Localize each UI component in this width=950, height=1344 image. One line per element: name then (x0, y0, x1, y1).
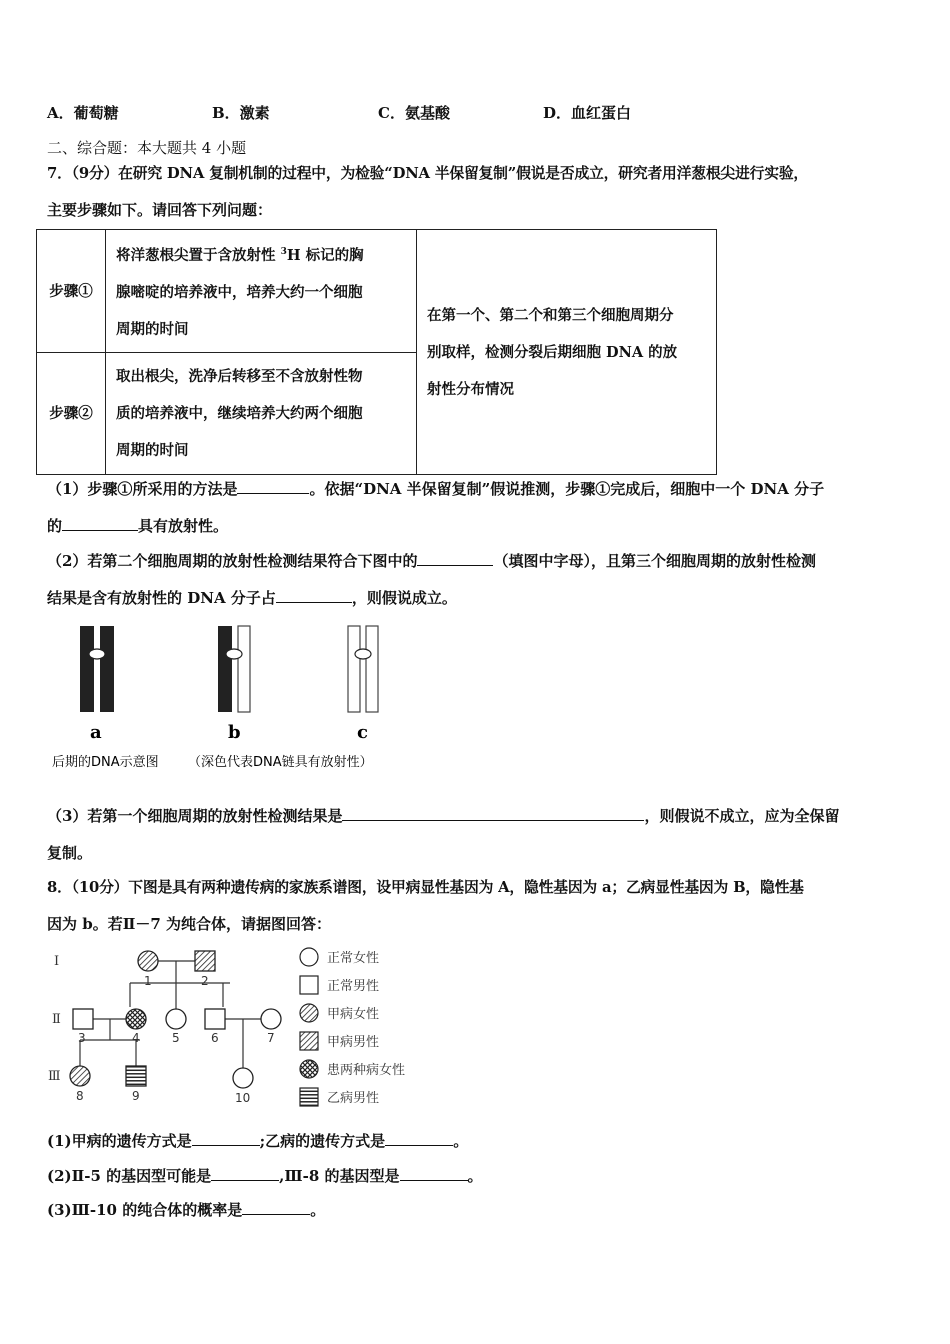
individual-number: 1 (144, 974, 152, 988)
answer-blank[interactable] (211, 1179, 279, 1181)
option-b: B．激素 (212, 104, 270, 122)
individual-number: 9 (132, 1089, 140, 1103)
q7-part3-line2: 复制。 (47, 844, 93, 862)
dna-letter-c: c (357, 722, 368, 743)
individual-4-both-diseases-female (126, 1009, 146, 1029)
individual-number: 5 (172, 1031, 180, 1045)
option-a: A．葡萄糖 (47, 104, 119, 122)
q7-part2-line1: （2）若第二个细胞周期的放射性检测结果符合下图中的 （填图中字母），且第三个细胞周期的放射性检测 (47, 552, 816, 570)
dna-strand-dark (80, 626, 94, 712)
individual-7-normal-female (261, 1009, 281, 1029)
individual-number: 7 (267, 1031, 275, 1045)
option-d: D．血红蛋白 (543, 104, 632, 122)
answer-blank[interactable] (242, 1213, 310, 1215)
dna-c (348, 626, 378, 712)
legend-label: 患两种病女性 (327, 1063, 406, 1078)
individual-number: 2 (201, 974, 209, 988)
legend-symbol (300, 1088, 318, 1106)
dna-figure (40, 618, 420, 776)
individual-2-affected-male (195, 951, 215, 971)
q7-text-line1: 7．（9分）在研究 DNA 复制机制的过程中，为检验“DNA 半保留复制”假说是否成立，研究者用洋葱根尖进行实验， (47, 165, 809, 182)
q8-sub1: (1)甲病的遗传方式是 ;乙病的遗传方式是 。 (47, 1132, 469, 1150)
q7-part1-line2: 的 具有放射性。 (47, 517, 229, 535)
section-heading: 二、综合题：本大题共 4 小题 (47, 139, 247, 157)
figure-caption-left: 后期的DNA示意图 (52, 755, 159, 770)
legend-label: 正常男性 (327, 979, 380, 994)
q8-text-line2: 因为 b。若Ⅱ－7 为纯合体，请据图回答： (47, 915, 332, 933)
individual-3-normal-male (73, 1009, 93, 1029)
answer-blank[interactable] (417, 564, 493, 566)
answer-blank[interactable] (62, 529, 138, 531)
answer-blank[interactable] (192, 1144, 260, 1146)
legend-label: 乙病男性 (327, 1091, 380, 1106)
answer-blank[interactable] (237, 492, 309, 494)
individual-number: 10 (235, 1091, 251, 1105)
q7-part3-line1: （3）若第一个细胞周期的放射性检测结果是 ，则假说不成立，应为全保留 (47, 807, 840, 825)
centromere (355, 649, 371, 659)
q8-sub2: (2)Ⅱ-5 的基因型可能是 ,Ⅲ-8 的基因型是 。 (47, 1167, 483, 1185)
dna-strand-dark (218, 626, 232, 712)
pedigree-legend (300, 948, 405, 1106)
individual-6-normal-male (205, 1009, 225, 1029)
individual-number: 3 (78, 1031, 86, 1045)
individual-number: 4 (132, 1031, 140, 1045)
q7-part2-line2: 结果是含有放射性的 DNA 分子占 ，则假说成立。 (47, 589, 457, 607)
legend-label: 正常女性 (327, 951, 380, 966)
individual-number: 8 (76, 1089, 84, 1103)
legend-label: 甲病女性 (327, 1007, 380, 1022)
step1-label: 步骤① (37, 230, 106, 353)
q7-text-line2: 主要步骤如下。请回答下列问题： (47, 201, 273, 219)
individual-number: 6 (211, 1031, 219, 1045)
answer-blank[interactable] (400, 1179, 468, 1181)
legend-symbol (300, 1004, 318, 1022)
dna-strand-light (366, 626, 378, 712)
individual-8-affected-female (70, 1066, 90, 1086)
q7-part1-line1: （1）步骤①所采用的方法是 。依据“DNA 半保留复制”假说推测，步骤①完成后，细胞中一个 DNA 分子 (47, 480, 825, 498)
detection-description: 在第一个、第二个和第三个细胞周期分 别取样，检测分裂后期细胞 DNA 的放 射性分布情况 (417, 230, 717, 475)
step2-label: 步骤② (37, 353, 106, 475)
dna-strand-light (238, 626, 250, 712)
centromere (226, 649, 242, 659)
dna-b (218, 626, 250, 712)
centromere (89, 649, 105, 659)
generation-label: Ⅲ (48, 1069, 61, 1084)
legend-symbol (300, 976, 318, 994)
generation-label: Ⅰ (54, 954, 60, 969)
individual-9-b-disease-male (126, 1066, 146, 1086)
q8-sub3: (3)Ⅲ-10 的纯合体的概率是 。 (47, 1201, 326, 1219)
step2-description: 取出根尖，洗净后转移至不含放射性物 质的培养液中，继续培养大约两个细胞 周期的时间 (106, 353, 417, 475)
dna-letter-a: a (90, 722, 102, 743)
step1-description: 将洋葱根尖置于含放射性 $^3$H 标记的胸 腺嘧啶的培养液中，培养大约一个细胞 周期的时间 (106, 230, 417, 353)
pedigree-chart (40, 940, 440, 1115)
legend-symbol (300, 1032, 318, 1050)
figure-caption-right: （深色代表DNA链具有放射性） (188, 755, 373, 770)
dna-letter-b: b (228, 722, 241, 743)
option-c: C．氨基酸 (378, 104, 450, 122)
answer-blank[interactable] (385, 1144, 453, 1146)
dna-a (80, 626, 114, 712)
q8-text-line1: 8．（10分）下图是具有两种遗传病的家族系谱图，设甲病显性基因为 A，隐性基因为 a；乙病显性基因为 B，隐性基 (47, 879, 804, 896)
generation-label: Ⅱ (52, 1012, 61, 1027)
individual-10-normal-female (233, 1068, 253, 1088)
dna-strand-dark (100, 626, 114, 712)
individual-5-normal-female (166, 1009, 186, 1029)
legend-symbol (300, 1060, 318, 1078)
legend-symbol (300, 948, 318, 966)
steps-table (36, 229, 717, 475)
individual-1-affected-female (138, 951, 158, 971)
answer-blank[interactable] (276, 601, 352, 603)
dna-strand-light (348, 626, 360, 712)
legend-label: 甲病男性 (327, 1035, 380, 1050)
answer-blank[interactable] (342, 819, 644, 821)
